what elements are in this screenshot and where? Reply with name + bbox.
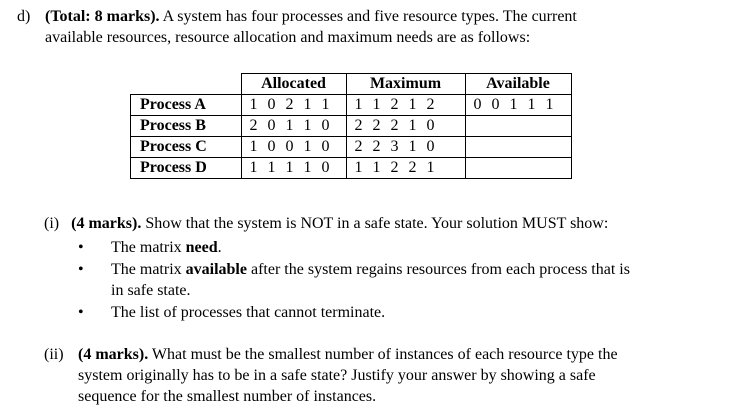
part-ii-line3: sequence for the smallest number of instances. <box>78 388 377 405</box>
table-header-available: Available <box>465 74 571 95</box>
process-name: Process D <box>131 158 242 179</box>
part-i-heading <box>44 213 608 234</box>
question-intro-line2: available resources, resource allocation and maximum needs are as follows: <box>45 29 531 46</box>
bullet-text: The matrix <box>111 239 186 256</box>
bullet-icon: • <box>78 261 84 278</box>
resource-table <box>130 73 572 179</box>
bullet-bold: available <box>185 261 247 278</box>
part-i-marks: (4 marks). <box>71 215 142 232</box>
allocated-cell: 1 0 2 1 1 <box>241 95 346 116</box>
table-header-maximum: Maximum <box>346 74 465 95</box>
available-cell: 0 0 1 1 1 <box>465 95 571 116</box>
table-row <box>131 158 572 179</box>
table-row <box>131 137 572 158</box>
part-i-label: (i) <box>44 215 60 232</box>
available-cell <box>465 116 571 137</box>
part-ii-label: (ii) <box>44 346 64 363</box>
table-row <box>131 95 572 116</box>
table-row <box>131 116 572 137</box>
part-ii-text: What must be the smallest number of instances of each resource type the <box>148 346 618 363</box>
bullet-bold: need <box>185 239 218 256</box>
maximum-cell: 2 2 3 1 0 <box>346 137 465 158</box>
table-header-row <box>131 74 572 95</box>
part-i-text: Show that the system is NOT in a safe state. Your solution MUST show: <box>141 215 609 232</box>
process-name: Process B <box>131 116 242 137</box>
bullet-need <box>111 237 222 258</box>
process-name: Process A <box>131 95 242 116</box>
part-ii-marks: (4 marks). <box>78 346 149 363</box>
allocated-cell: 1 1 1 1 0 <box>241 158 346 179</box>
bullet-text: . <box>217 239 222 256</box>
process-name: Process C <box>131 137 242 158</box>
question-intro-text: A system has four processes and five resource types. The current <box>159 8 577 25</box>
maximum-cell: 2 2 2 1 0 <box>346 116 465 137</box>
question-total-marks: (Total: 8 marks). <box>45 8 160 25</box>
part-ii-body <box>78 344 618 407</box>
bullet-icon: • <box>78 304 84 321</box>
part-ii-line2: system originally has to be in a safe state? Justify your answer by showing a safe <box>78 367 596 384</box>
allocated-cell: 1 0 0 1 0 <box>241 137 346 158</box>
table-header-allocated: Allocated <box>241 74 346 95</box>
bullet-icon: • <box>78 239 84 256</box>
maximum-cell: 1 1 2 1 2 <box>346 95 465 116</box>
available-cell <box>465 158 571 179</box>
question-label: d) <box>17 8 31 25</box>
bullet-text: The matrix <box>111 261 186 278</box>
available-cell <box>465 137 571 158</box>
bullet-available <box>111 259 630 280</box>
bullet-available-line2: in safe state. <box>111 282 191 299</box>
table-header-blank <box>131 74 242 95</box>
question-intro-line1 <box>45 6 720 27</box>
allocated-cell: 2 0 1 1 0 <box>241 116 346 137</box>
bullet-text: after the system regains resources from each process that is <box>246 261 630 278</box>
bullet-cannot-terminate: The list of processes that cannot terminate. <box>111 304 386 321</box>
maximum-cell: 1 1 2 2 1 <box>346 158 465 179</box>
part-ii-line1 <box>78 344 618 365</box>
